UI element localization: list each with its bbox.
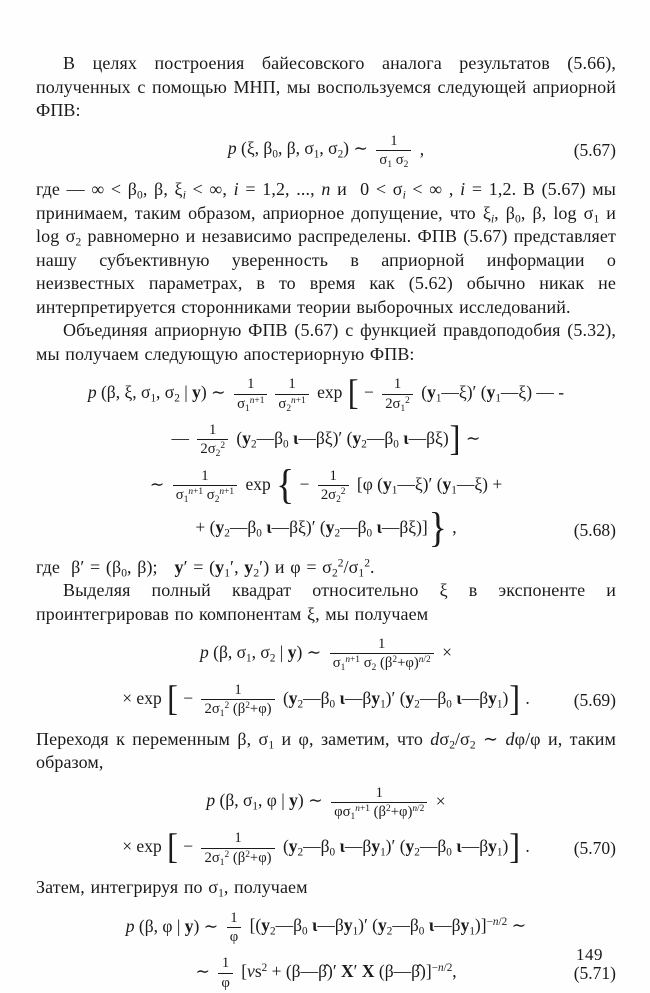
math-text: [$\nu s^2$ + (β—β̂)′ X′ X (β—β̂)]$^{-n/2}$,	[236, 961, 457, 982]
denominator: $2\sigma_1^2$ $(\beta^2+\varphi)$	[201, 699, 274, 718]
math-text: ∼	[149, 473, 169, 494]
fraction	[376, 132, 411, 170]
math-text: exp	[241, 473, 276, 494]
equation-line	[36, 780, 616, 826]
denominator: $\sigma_2^{n+1}$	[275, 394, 308, 413]
fraction	[201, 681, 274, 719]
equation-body	[195, 954, 456, 992]
math-text: p (β, $\sigma_1$, φ | y) ∼	[206, 790, 328, 813]
denominator: $2\sigma_2^2$	[197, 439, 228, 458]
math-text: ×	[431, 790, 446, 811]
math-text: —	[171, 427, 194, 448]
big-delimiter: [	[167, 827, 178, 868]
math-text: ∼	[195, 961, 215, 982]
numerator: 1	[329, 467, 337, 484]
completing-square-paragraph: Выделяя полный квадрат относительно ξ в экспоненте и проинтегрировав по компонентам ξ, мы получаем	[36, 580, 622, 624]
math-text: p (β, $\sigma_1$, $\sigma_2$ | y) ∼	[200, 641, 326, 665]
equation-body	[195, 503, 457, 551]
equation-line	[36, 825, 616, 871]
math-text: −	[295, 473, 314, 494]
math-text: ,	[415, 138, 425, 159]
equation-line	[36, 503, 616, 551]
math-text: × exp	[122, 687, 167, 708]
numerator: 1	[247, 376, 255, 393]
big-delimiter: ]	[449, 418, 461, 460]
equation-body	[171, 418, 481, 460]
equation-number: (5.67)	[573, 140, 616, 161]
numerator: 1	[221, 955, 230, 972]
numerator: 1	[209, 422, 217, 438]
fraction	[201, 829, 274, 867]
equation-number: (5.69)	[573, 689, 616, 710]
page-number: 149	[576, 945, 603, 964]
big-delimiter: {	[276, 461, 295, 509]
fraction	[218, 954, 232, 992]
denominator: $\sigma_1^{n+1}$ $\sigma_2^{n+1}$	[173, 485, 237, 504]
math-text: .	[521, 687, 530, 708]
math-text: ($y_2—\beta_0$ $\iota—\beta y_1)'$ ($y_2—\beta_0$ $\iota—\beta y_1$)	[278, 687, 509, 711]
fraction	[275, 375, 308, 413]
equation-body	[149, 461, 503, 509]
denominator: $2\sigma_1^2$ $(\beta^2+\varphi)$	[201, 848, 274, 867]
math-text: −	[359, 382, 379, 403]
equation-5.71	[36, 905, 616, 993]
fraction	[330, 635, 434, 673]
math-text: −	[178, 687, 198, 708]
denominator: $\sigma_1^{n+1}$ $\sigma_2$ $(\beta^2+\varphi)^{n/2}$	[330, 653, 434, 672]
combining-prior-paragraph: Объединяя априорную ФПВ (5.67) с функцией правдоподобия (5.32), мы получаем следующую апостериорную ФПВ:	[36, 320, 622, 364]
equation-body	[126, 909, 526, 947]
numerator: 1	[390, 132, 398, 149]
equation-body	[88, 375, 564, 413]
math-text: −	[178, 836, 198, 857]
equation-body	[122, 678, 530, 720]
equation-line	[36, 417, 616, 463]
equation-5.68	[36, 371, 616, 550]
numerator: 1	[288, 376, 296, 393]
denominator: $\sigma_1^{n+1}$	[234, 394, 267, 413]
page-content	[36, 52, 622, 993]
denominator: $2\sigma_1^2$	[382, 394, 413, 413]
fraction	[234, 375, 267, 413]
denominator: φ	[227, 927, 241, 946]
denominator: $\varphi\sigma_1^{n+1}$ $(\beta^2+\varphi)^{n/2}$	[331, 802, 427, 821]
numerator: 1	[375, 784, 383, 801]
denominator: $2\sigma_2^2$	[318, 485, 349, 504]
big-delimiter: [	[347, 373, 359, 414]
math-text: p (ξ, $\beta_0$, β, $\sigma_1$, $\sigma_2$) ∼	[227, 138, 373, 161]
denominator: $\sigma_1$ $\sigma_2$	[376, 150, 411, 169]
math-text: $(y_1—\xi)'$ $(y_1—\xi)$ — -	[416, 382, 565, 405]
equation-line	[36, 905, 616, 951]
equation-5.67	[36, 128, 616, 174]
big-delimiter: [	[167, 678, 178, 719]
equation-body	[206, 784, 445, 822]
math-text: exp	[312, 382, 347, 403]
fraction	[382, 375, 413, 413]
change-of-variables-paragraph: Переходя к переменным β, $\sigma_1$ и φ, заметим, что $d\sigma_2/\sigma_2$ ∼ dφ/φ и, таким образом,	[36, 728, 622, 772]
math-text: .	[521, 836, 530, 857]
equation-line	[36, 128, 616, 174]
math-text: ($y_2—\beta_0$ $\iota—\beta y_1)'$ ($y_2—\beta_0$ $\iota—\beta y_1$)	[278, 836, 509, 859]
equation-line	[36, 950, 616, 993]
equation-line	[36, 371, 616, 417]
fraction	[331, 784, 427, 822]
math-text: ∼	[461, 427, 481, 448]
equation-number: (5.68)	[573, 519, 616, 540]
numerator: 1	[378, 636, 386, 652]
numerator: 1	[201, 467, 209, 484]
equation-5.69	[36, 631, 616, 723]
equation-line	[36, 463, 616, 509]
equation-body	[228, 132, 424, 170]
big-delimiter: ]	[509, 827, 521, 868]
equation-number: (5.70)	[573, 838, 616, 859]
notation-paragraph: где $\beta' = (\beta_0$, β); $y' = (y_1'$, $y_2'$) и $\varphi = \sigma_2^2/\sigma_1^2$.	[36, 556, 375, 580]
math-text: ×	[437, 641, 452, 662]
intro-paragraph: В целях построения байесовского аналога результатов (5.66), полученных с помощью МНП, мы воспользуемся следующей априорной ФПВ:	[36, 53, 622, 120]
numerator: 1	[230, 909, 238, 926]
numerator: 1	[234, 830, 242, 847]
equation-body	[122, 829, 530, 867]
equation-line	[36, 631, 616, 677]
big-delimiter: ]	[509, 678, 521, 719]
prior-explanation-paragraph: где — ∞ < $\beta_0$, β, $\xi_i$ < ∞, i = 1,2, ..., n и $0 < \sigma_i$ < ∞ , i = 1,2. В (5.67) мы принимаем, таким образом, априорное допущение, что $\xi_i$, $\beta_0$, β, $\log \sigma_1$ и $\log \sigma_2$ равномерно и независимо распределены. ФПВ (5.67) представляет нашу субъективную уверенность в априорной информации о неизвестных параметрах, в то время как (5.62) обычно никак не интерпретируется сторонниками теории выборочных исследований.	[36, 179, 622, 317]
math-text: p (β, φ | y) ∼	[125, 915, 223, 936]
fraction	[173, 467, 237, 505]
numerator: 1	[234, 681, 242, 698]
fraction	[318, 467, 349, 505]
numerator: 1	[393, 376, 402, 393]
fraction	[227, 909, 241, 947]
big-delimiter: }	[428, 503, 447, 551]
math-text: ($y_2—\beta_0$ ι—βξ)′ ($y_2—\beta_0$ ι—βξ)	[232, 427, 449, 451]
math-text: p (β, ξ, $\sigma_1$, $\sigma_2$ | y) ∼	[87, 382, 231, 405]
equation-body	[200, 635, 452, 673]
equation-5.70	[36, 780, 616, 872]
math-text: ,	[447, 516, 457, 537]
math-text: × exp	[122, 836, 167, 857]
math-text: + ($y_2—\beta_0$ ι—βξ)′ ($y_2—\beta_0$ ι—βξ)]	[195, 516, 428, 540]
denominator: φ	[218, 973, 232, 992]
math-text: [φ $(y_1—\xi)'$ $(y_1—\xi)$ +	[352, 473, 503, 497]
equation-line	[36, 677, 616, 723]
integrating-paragraph: Затем, интегрируя по $\sigma_1$, получаем	[36, 877, 308, 900]
fraction	[197, 421, 228, 459]
math-text: [($y_2—\beta_0$ $\iota—\beta y_1)'$ ($y_2—\beta_0$ $\iota—\beta y_1)]^{-n/2}$ ∼	[245, 915, 527, 938]
equation-number: (5.71)	[573, 963, 616, 984]
